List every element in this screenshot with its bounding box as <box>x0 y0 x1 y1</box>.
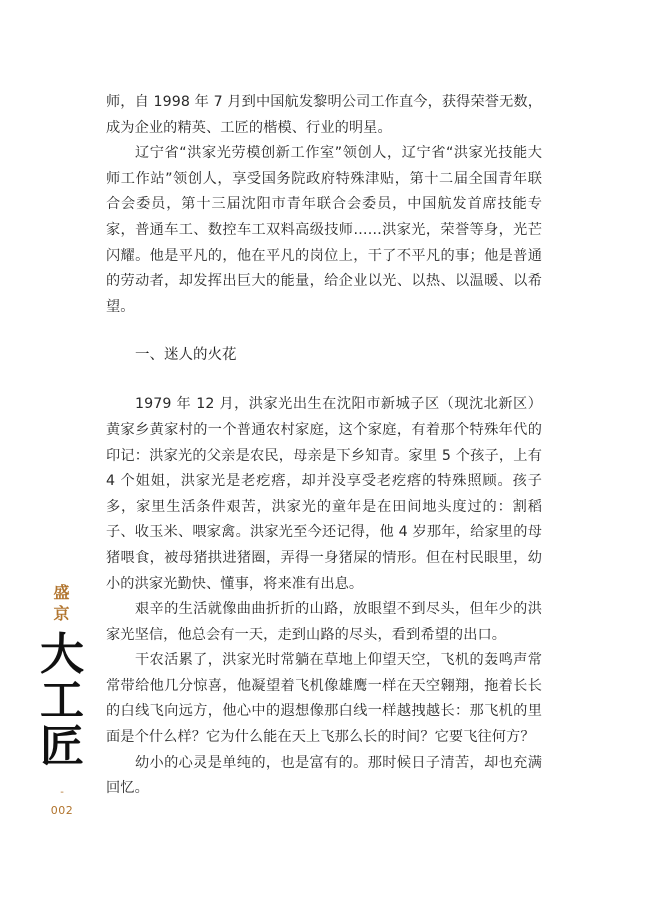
page-number-dash: - <box>60 787 64 798</box>
book-sidebar <box>32 582 92 817</box>
body-paragraph: 艰辛的生活就像曲曲折折的山路，放眼望不到尽头，但年少的洪家光坚信，他总会有一天，走到山路的尽头，看到希望的出口。 <box>106 601 542 643</box>
body-paragraph: 1979 年 12 月，洪家光出生在沈阳市新城子区（现沈北新区）黄家乡黄家村的一个普通农村家庭，这个家庭，有着那个特殊年代的印记：洪家光的父亲是农民，母亲是下乡知青。家里 5 个孩子，上有 4 个姐姐，洪家光是老疙瘩，却并没享受老疙瘩的特殊照顾。孩子多，家里生活条件艰苦，洪家光的童年是在田间地头度过的：割稻子、收玉米、喂家禽。洪家光至今还记得，他 4 岁那年，给家里的母猪喂食，被母猪拱进猪圈，弄得一身猪屎的情形。但在村民眼里，幼小的洪家光勤快、懂事，将来准有出息。 <box>106 396 542 592</box>
body-paragraph: 幼小的心灵是单纯的，也是富有的。那时候日子清苦，却也充满回忆。 <box>106 754 542 797</box>
page-body <box>106 90 542 802</box>
series-name: 盛 京 <box>53 583 71 623</box>
section-body <box>106 392 542 802</box>
body-paragraph: 师，自 1998 年 7 月到中国航发黎明公司工作直今，获得荣誉无数，成为企业的精英、工匠的楷模、行业的明星。 <box>106 94 542 136</box>
section-heading: 一、迷人的火花 <box>135 347 237 364</box>
book-title-calligraphy: 大 工 匠 <box>40 629 84 772</box>
body-paragraph: 辽宁省“洪家光劳模创新工作室”领创人，辽宁省“洪家光技能大师工作站”领创人，享受国务院政府特殊津贴，第十二届全国青年联合会委员，第十三届沈阳市青年联合会委员，中国航发首席技能专家，普通车工、数控车工双料高级技师……洪家光，荣誉等身，光芒闪耀。他是平凡的，他在平凡的岗位上，干了不平凡的事；他是普通的劳动者，却发挥出巨大的能量，给企业以光、以热、以温暖、以希望。 <box>106 145 542 315</box>
page-number: 002 <box>50 804 74 817</box>
body-paragraph: 干农活累了，洪家光时常躺在草地上仰望天空，飞机的轰鸣声常常带给他几分惊喜，他凝望着飞机像雄鹰一样在天空翱翔，拖着长长的白线飞向远方，他心中的遐想像那白线一样越拽越长：那飞机的里面是个什么样？它为什么能在天上飞那么长的时间？它要飞往何方？ <box>106 652 542 746</box>
